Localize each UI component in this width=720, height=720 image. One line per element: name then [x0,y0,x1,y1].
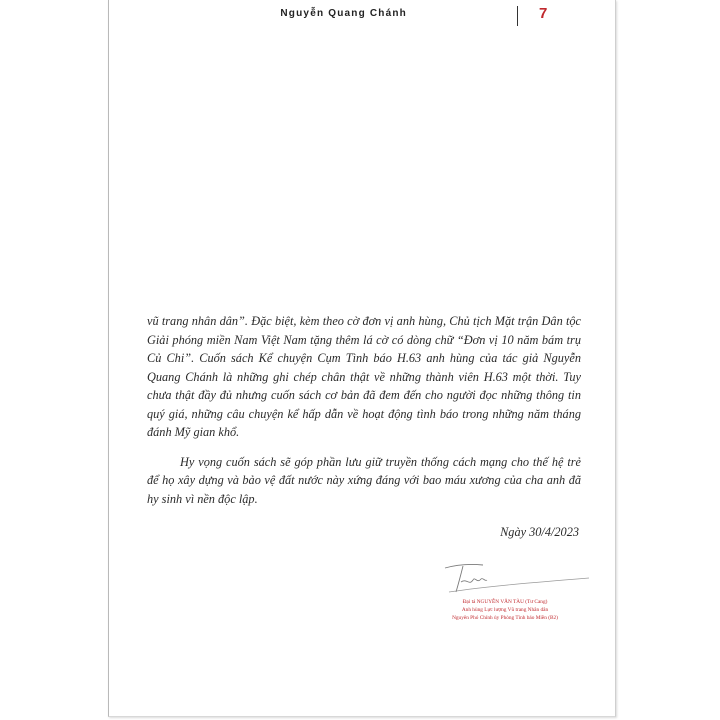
running-header-author: Nguyễn Quang Chánh [280,8,407,19]
paragraph: vũ trang nhân dân”. Đặc biệt, kèm theo cờ đơn vị anh hùng, Chủ tịch Mặt trận Dân tộc Giải phóng miền Nam Việt Nam tặng thêm lá cờ có dòng chữ “Đơn vị 10 năm bám trụ Củ Chi”. Cuốn sách Kể chuyện Cụm Tình báo H.63 anh hùng của tác giả Nguyễn Quang Chánh là những ghi chép chân thật về những thành viên H.63 một thời. Tuy chưa thật đầy đủ nhưng cuốn sách cơ bản đã đem đến cho người đọc những thông tin quý giá, những câu chuyện kể hấp dẫn về hoạt động tình báo trong những năm tháng đánh Mỹ gian khổ. [147,314,581,439]
signature-title: Anh hùng Lực lượng Vũ trang Nhân dân [461,607,549,613]
date-line: Ngày 30/4/2023 [500,525,579,539]
body-text [147,312,581,508]
paragraph: Hy vọng cuốn sách sẽ góp phần lưu giữ truyền thống cách mạng cho thế hệ trẻ để họ xây dựng và bảo vệ đất nước này xứng đáng với bao máu xương của cha anh đã hy sinh vì nền độc lập. [147,454,581,506]
document-page [108,0,616,717]
signature-position: Nguyên Phó Chính ủy Phòng Tình báo Miền (B2) [452,615,558,621]
signature-block [425,598,585,622]
header-divider [517,6,518,26]
signature-name: Đại tá NGUYỄN VĂN TÀU (Tư Cang) [462,599,548,605]
page-number: 7 [539,5,548,22]
